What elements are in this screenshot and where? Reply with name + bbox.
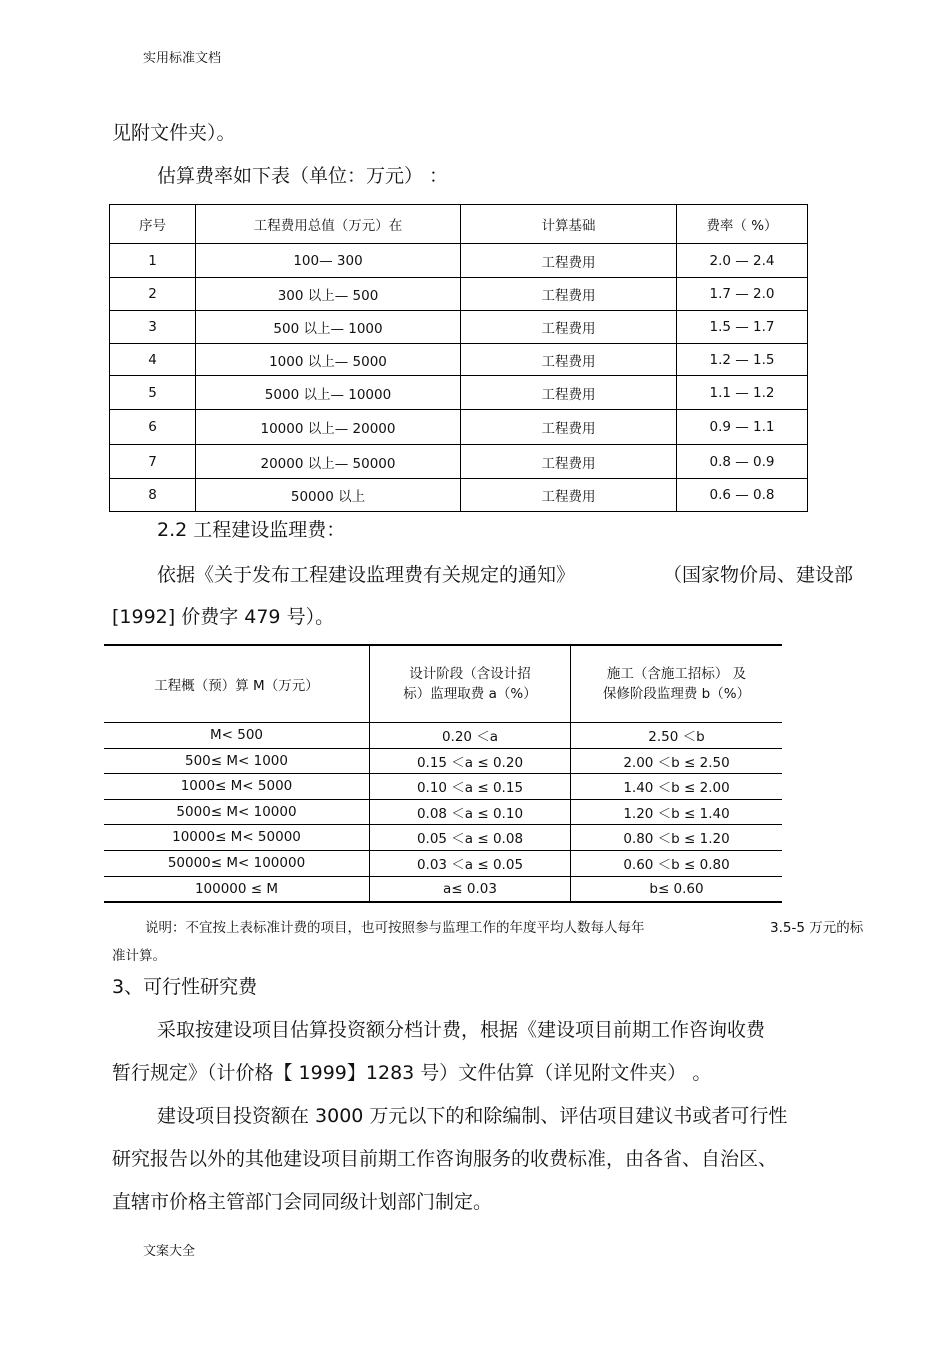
table-row — [104, 876, 782, 902]
table-cell: 工程费用 — [461, 311, 677, 344]
table-header-text: 工程概（预）算 M（万元） — [154, 677, 319, 694]
table-cell: 1000 以上— 5000 — [196, 344, 461, 376]
table-cell: 2.00 ＜b ≤ 2.50 — [571, 748, 783, 773]
table-cell: 500 以上— 1000 — [196, 311, 461, 344]
table-header-text: 设计阶段（含设计招 — [409, 665, 531, 682]
table-cell: 1.1 — 1.2 — [677, 376, 808, 410]
table-cell: 工程费用 — [461, 410, 677, 445]
table-header-text: 施工（含施工招标） 及 — [606, 665, 747, 682]
table-header-cell: 序号 — [110, 205, 196, 244]
table-cell: 0.20 ＜a — [370, 722, 571, 748]
table-cell: 1.20 ＜b ≤ 1.40 — [571, 799, 783, 824]
table-cell: 工程费用 — [461, 344, 677, 376]
table-cell: 0.15 ＜a ≤ 0.20 — [370, 748, 571, 773]
table-row — [110, 278, 808, 311]
paragraph-line: [1992] 价费字 479 号）。 — [112, 606, 335, 628]
table-row — [104, 773, 782, 799]
supervision-fee-table — [104, 644, 782, 903]
table-header-cell: 计算基础 — [461, 205, 677, 244]
table-row — [110, 479, 808, 512]
table-cell: 5000 以上— 10000 — [196, 376, 461, 410]
paragraph-line: 直辖市价格主管部门会同同级计划部门制定。 — [112, 1191, 493, 1213]
table-row — [104, 799, 782, 824]
table-cell: 0.6 — 0.8 — [677, 479, 808, 512]
table-cell: 1.2 — 1.5 — [677, 344, 808, 376]
paragraph-line: 采取按建设项目估算投资额分档计费，根据《建设项目前期工作咨询收费 — [157, 1019, 766, 1041]
table-header-text: 标）监理取费 a（%） — [403, 685, 537, 702]
table-note: 准计算。 — [112, 948, 166, 964]
table-cell: 1 — [110, 244, 196, 278]
table-cell: 工程费用 — [461, 376, 677, 410]
table-row — [110, 376, 808, 410]
table-cell: 100000 ≤ M — [104, 876, 370, 902]
table-row — [110, 344, 808, 376]
table-note: 3.5-5 万元的标 — [770, 920, 864, 936]
table-cell: 工程费用 — [461, 479, 677, 512]
page-footer: 文案大全 — [143, 1244, 196, 1259]
table-header-cell — [104, 645, 370, 722]
table-cell: 300 以上— 500 — [196, 278, 461, 311]
table-header-cell — [571, 645, 783, 722]
table-cell: 10000 以上— 20000 — [196, 410, 461, 445]
table-cell: 1000≤ M< 5000 — [104, 773, 370, 799]
table-cell: 工程费用 — [461, 244, 677, 278]
table-row — [104, 722, 782, 748]
table-header-cell: 工程费用总值（万元）在 — [196, 205, 461, 244]
table-cell: 6 — [110, 410, 196, 445]
table-header-row — [110, 205, 808, 244]
table-cell: 8 — [110, 479, 196, 512]
paragraph-line: 建设项目投资额在 3000 万元以下的和除编制、评估项目建议书或者可行性 — [157, 1105, 788, 1127]
section-heading: 2.2 工程建设监理费： — [157, 519, 346, 541]
table-header-text: 保修阶段监理费 b（%） — [602, 685, 751, 702]
table-cell: 50000≤ M< 100000 — [104, 850, 370, 876]
table-cell: 7 — [110, 445, 196, 479]
table-cell: 10000≤ M< 50000 — [104, 824, 370, 850]
table-header-cell: 费率（ %） — [677, 205, 808, 244]
paragraph-line: 估算费率如下表（单位：万元） ： — [157, 165, 449, 187]
table-cell: b≤ 0.60 — [571, 876, 783, 902]
table-cell: 0.9 — 1.1 — [677, 410, 808, 445]
table-cell: 0.05 ＜a ≤ 0.08 — [370, 824, 571, 850]
table-cell: 500≤ M< 1000 — [104, 748, 370, 773]
paragraph-line: 见附文件夹）。 — [112, 122, 236, 144]
table-cell: 50000 以上 — [196, 479, 461, 512]
table-cell: 2 — [110, 278, 196, 311]
paragraph-line: 暂行规定》（计价格【 1999】1283 号）文件估算（详见附文件夹） 。 — [112, 1062, 712, 1084]
section-heading: 3、可行性研究费 — [112, 976, 258, 998]
table-cell: M< 500 — [104, 722, 370, 748]
table-cell: 20000 以上— 50000 — [196, 445, 461, 479]
table-cell: 2.50 ＜b — [571, 722, 783, 748]
table-row — [110, 445, 808, 479]
table-cell: 5 — [110, 376, 196, 410]
table-cell: 1.5 — 1.7 — [677, 311, 808, 344]
table-cell: 0.08 ＜a ≤ 0.10 — [370, 799, 571, 824]
table-row — [104, 748, 782, 773]
table-cell: a≤ 0.03 — [370, 876, 571, 902]
table-row — [110, 244, 808, 278]
table-cell: 工程费用 — [461, 445, 677, 479]
table-row — [104, 824, 782, 850]
table-row — [104, 850, 782, 876]
table-cell: 100— 300 — [196, 244, 461, 278]
table-cell: 0.8 — 0.9 — [677, 445, 808, 479]
table-note: 说明：不宜按上表标准计费的项目，也可按照参与监理工作的年度平均人数每人每年 — [145, 920, 645, 936]
page-header: 实用标准文档 — [143, 51, 222, 66]
table-header-cell — [370, 645, 571, 722]
table-cell: 5000≤ M< 10000 — [104, 799, 370, 824]
table-cell: 0.80 ＜b ≤ 1.20 — [571, 824, 783, 850]
table-cell: 0.60 ＜b ≤ 0.80 — [571, 850, 783, 876]
table-header-row — [104, 645, 782, 722]
paragraph-line: 研究报告以外的其他建设项目前期工作咨询服务的收费标准，由各省、自治区、 — [112, 1148, 778, 1170]
paragraph-line: （国家物价局、建设部 — [663, 564, 854, 586]
table-row — [110, 311, 808, 344]
table-cell: 工程费用 — [461, 278, 677, 311]
table-row — [110, 410, 808, 445]
table-cell: 2.0 — 2.4 — [677, 244, 808, 278]
table-cell: 0.03 ＜a ≤ 0.05 — [370, 850, 571, 876]
fee-rate-table — [109, 204, 808, 512]
table-cell: 3 — [110, 311, 196, 344]
table-cell: 1.40 ＜b ≤ 2.00 — [571, 773, 783, 799]
paragraph-line: 依据《关于发布工程建设监理费有关规定的通知》 — [157, 564, 576, 586]
table-cell: 0.10 ＜a ≤ 0.15 — [370, 773, 571, 799]
table-cell: 1.7 — 2.0 — [677, 278, 808, 311]
table-cell: 4 — [110, 344, 196, 376]
